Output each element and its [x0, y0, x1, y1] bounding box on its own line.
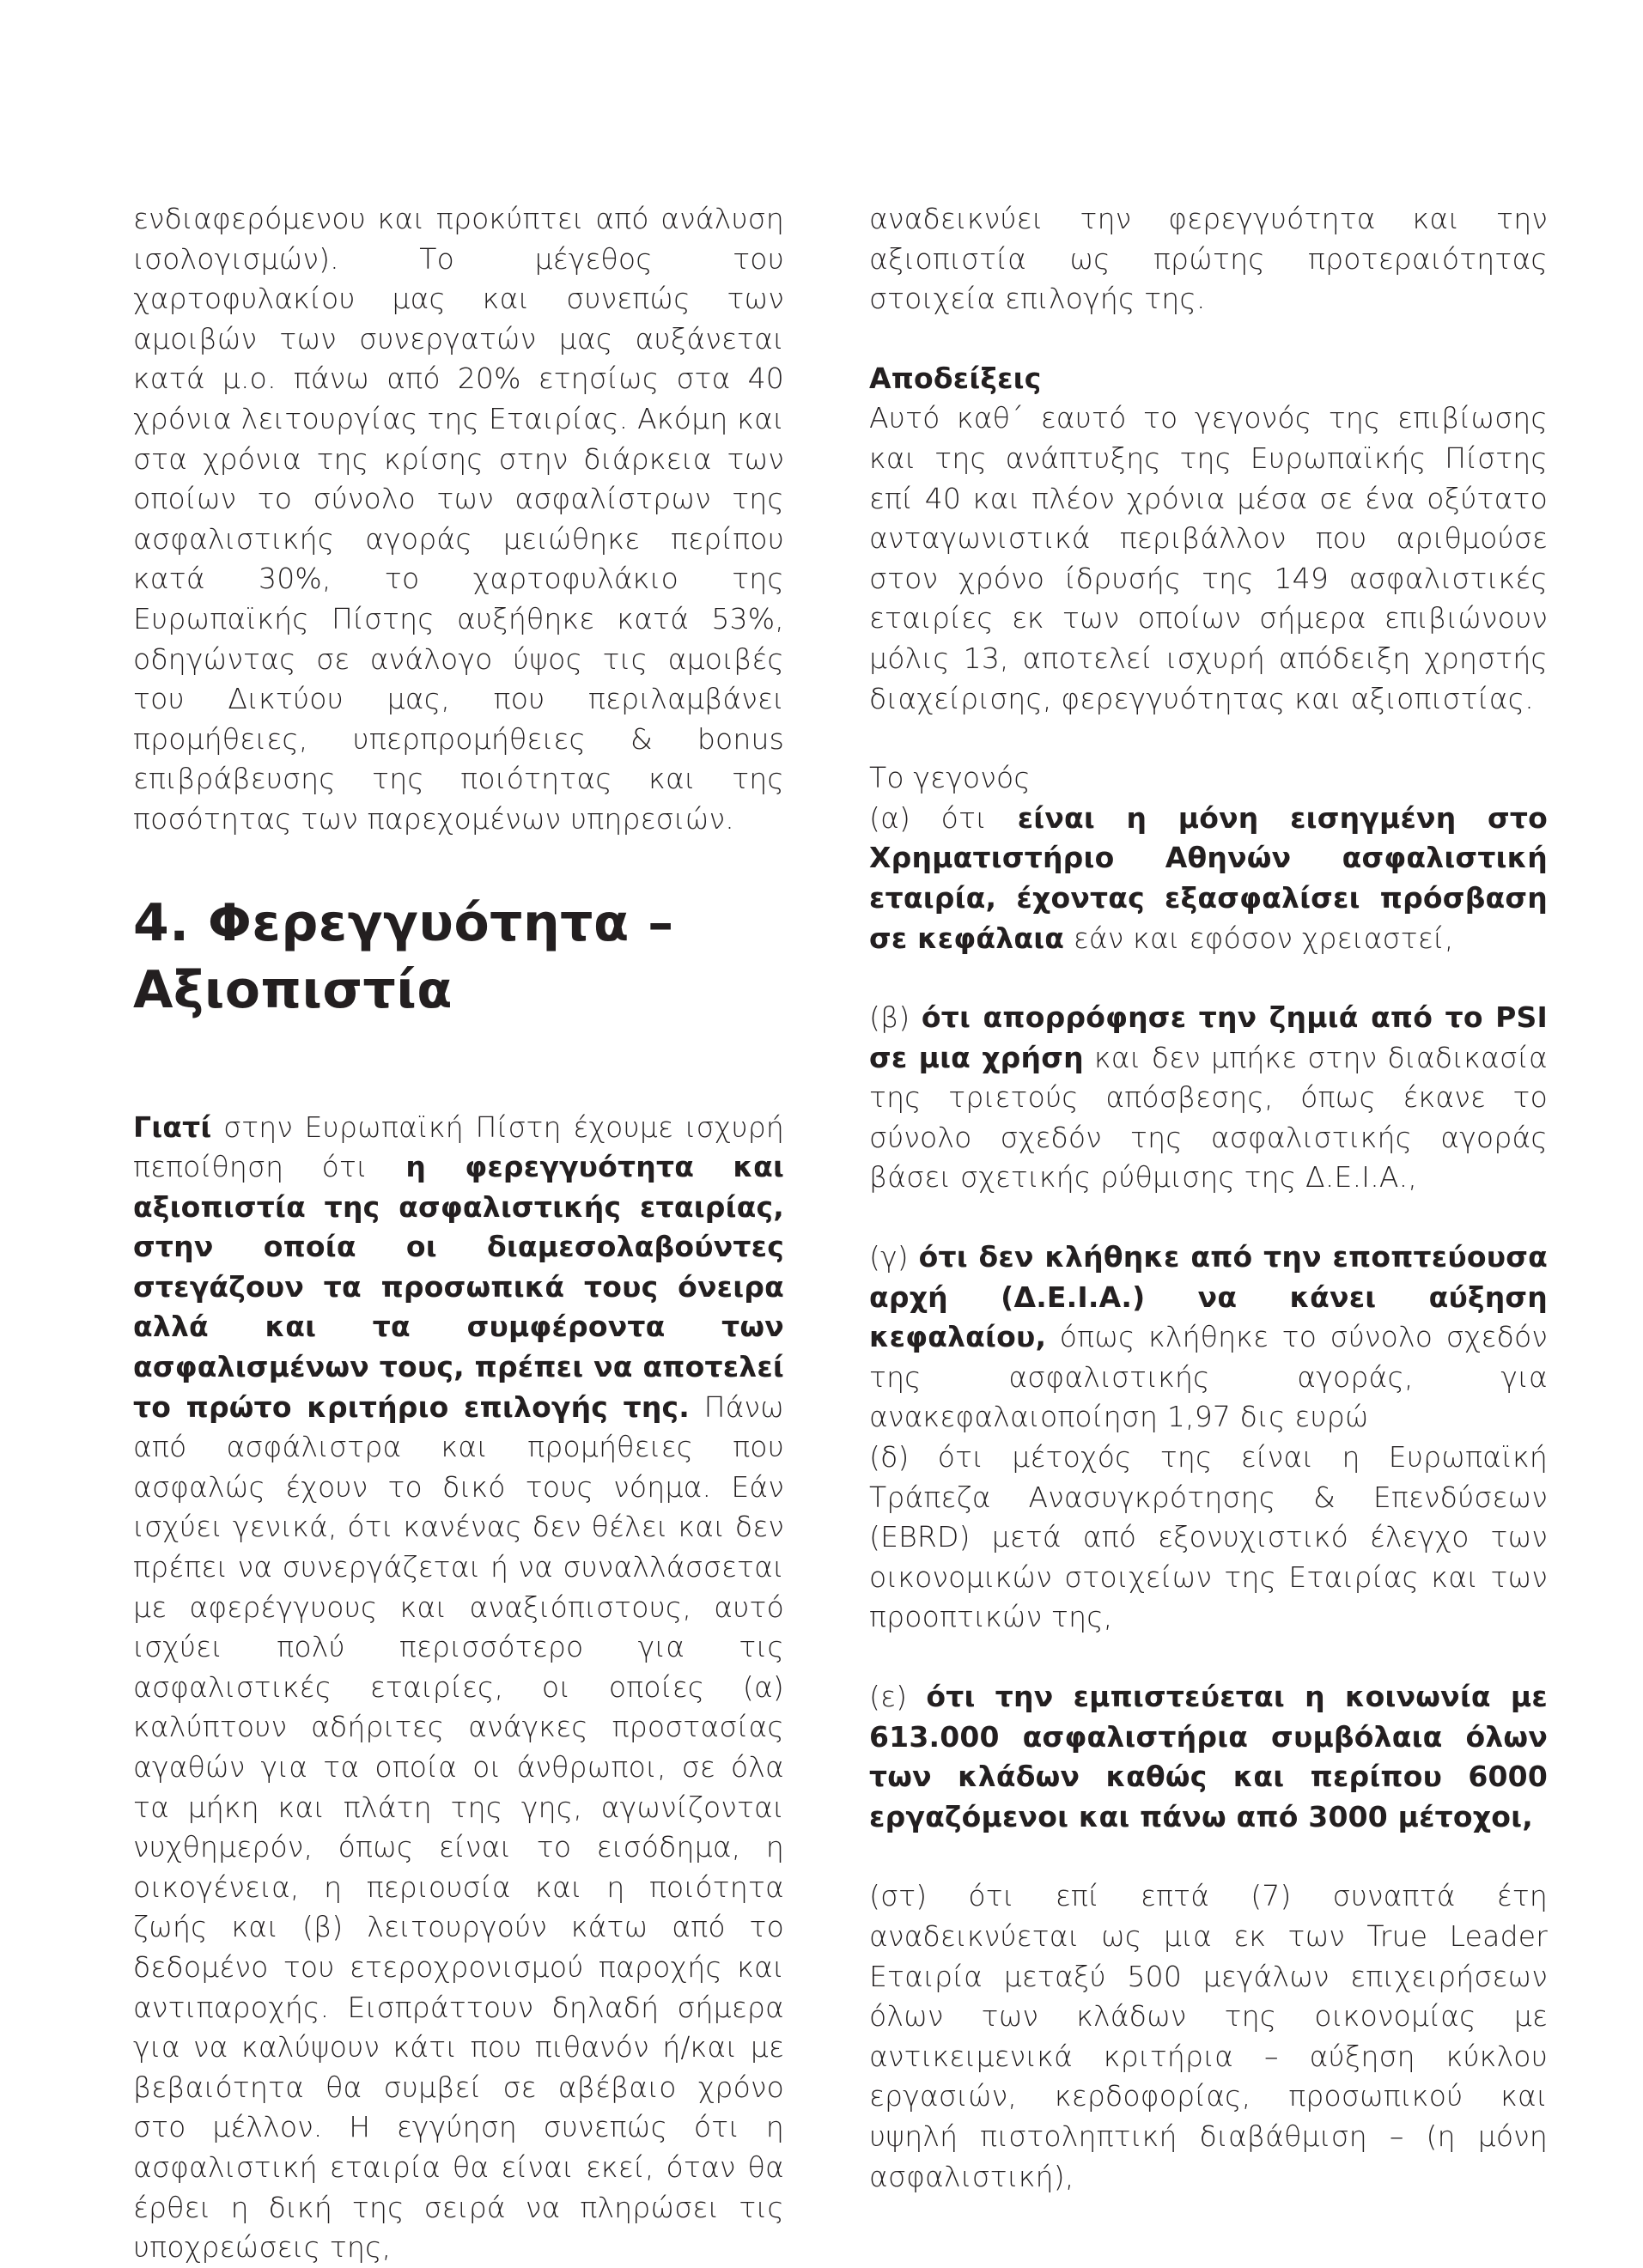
- fact-e-bold: ότι την εμπιστεύεται η κοινωνία με 613.000 ασφαλιστήρια συμβόλαια όλων των κλάδων καθώς και περίπου 6000 εργαζόμενοι και πάνω από 3000 μέτοχοι,: [869, 1680, 1548, 1833]
- left-paragraph-2-text-2: Πάνω από ασφάλιστρα και προμήθειες που ασφαλώς έχουν το δικό τους νόημα. Εάν ισχύει γενικά, ότι κανένας δεν θέλει και δεν πρέπει να συνεργάζεται ή να συναλλάσσεται με αφερέγγυους και αναξιόπιστους, αυτό ισχύει πολύ περισσότερο για τις ασφαλιστικές εταιρίες, οι οποίες (α) καλύπτουν αδήριτες ανάγκες προστασίας αγαθών για τα οποία οι άνθρωποι, σε όλα τα μήκη και πλάτη της γης, αγωνίζονται νυχθημερόν, όπως είναι το εισόδημα, η οικογένεια, η περιουσία και η ποιότητα ζωής και (β) λειτουργούν κάτω από το δεδομένο του ετεροχρονισμού παροχής και αντιπαροχής. Εισπράττουν δηλαδή σήμερα για να καλύψουν κάτι που πιθανόν ή/και με βεβαιότητα θα συμβεί σε αβέβαιο χρόνο στο μέλλον. Η εγγύηση συνεπώς ότι η ασφαλιστική εταιρία θα είναι εκεί, όταν θα έρθει η δική της σειρά να πληρώσει τις υποχρεώσεις της,: [133, 1389, 784, 2265]
- left-paragraph-2-text-1: στην Ευρωπαϊκή Πίστη έχουμε ισχυρή πεποίθηση ότι: [133, 1110, 784, 1184]
- fact-a-bold: είναι η μόνη εισηγμένη στο Χρηματιστήριο Αθηνών ασφαλιστική εταιρία, έχοντας εξασφαλίσει πρόσβαση σε κεφάλαια: [869, 800, 1549, 955]
- fact-g: [869, 1237, 1548, 1438]
- fact-g-bold: ότι δεν κλήθηκε από την εποπτεύουσα αρχή (Δ.Ε.Ι.Α.) να κάνει αύξηση κεφαλαίου,: [869, 1240, 1548, 1354]
- section-heading-line-2: Αξιοπιστία: [133, 959, 453, 1020]
- fact-b-text-1: (β): [869, 1000, 922, 1035]
- why-bold: Γιατί: [133, 1110, 212, 1144]
- left-column: [133, 199, 784, 2268]
- proofs-paragraph: Αυτό καθ΄ εαυτό το γεγονός της επιβίωσης και της ανάπτυξης της Ευρωπαϊκής Πίστης επί 40 και πλέον χρόνια μέσα σε ένα οξύτατο ανταγωνιστικά περιβάλλον που αριθμούσε στον χρόνο ίδρυσής της 149 ασφαλιστικές εταιρίες εκ των οποίων σήμερα επιβιώνουν μόλις 13, αποτελεί ισχυρή απόδειξη χρηστής διαχείρισης, φερεγγυότητας και αξιοπιστίας.: [869, 401, 1548, 715]
- left-paragraph-1: ενδιαφερόμενου και προκύπτει από ανάλυση ισολογισμών). Το μέγεθος του χαρτοφυλακίου μας και συνεπώς των αμοιβών των συνεργατών μας αυξάνεται κατά μ.ο. πάνω από 20% ετησίως στα 40 χρόνια λειτουργίας της Εταιρίας. Ακόμη και στα χρόνια της κρίσης στην διάρκεια των οποίων το σύνολο των ασφαλίστρων της ασφαλιστικής αγοράς μειώθηκε περίπου κατά 30%, το χαρτοφυλάκιο της Ευρωπαϊκής Πίστης αυξήθηκε κατά 53%, οδηγώντας σε ανάλογο ύψος τις αμοιβές του Δικτύου μας, που περιλαμβάνει προμήθειες, υπερπρομήθειες & bonus επιβράβευσης της ποιότητας και της ποσότητας των παρεχομένων υπηρεσιών.: [133, 202, 784, 836]
- fact-a: [869, 799, 1548, 958]
- fact-e: [869, 1677, 1548, 1837]
- right-column: [869, 199, 1548, 2197]
- fact-b-bold: ότι απορρόφησε την ζημιά από το PSI σε μια χρήση: [869, 1000, 1548, 1074]
- proofs-subheading: Αποδείξεις: [869, 361, 1042, 395]
- section-heading: [133, 890, 784, 1024]
- fact-g-text-2: όπως κλήθηκε το σύνολο σχεδόν της ασφαλιστικής αγοράς, για ανακεφαλαιοποίηση 1,97 δις ευρώ: [869, 1320, 1548, 1434]
- reliability-claim-bold: η φερεγγυότητα και αξιοπιστία της ασφαλιστικής εταιρίας, στην οποία οι διαμεσολαβούντες στεγάζουν τα προσωπικά τους όνειρα αλλά και τα συμφέροντα των ασφαλισμένων τους, πρέπει να αποτελεί το πρώτο κριτήριο επιλογής της.: [133, 1150, 785, 1424]
- fact-intro: Το γεγονός: [869, 761, 1031, 795]
- fact-e-text-1: (ε): [869, 1680, 927, 1713]
- fact-b: [869, 998, 1548, 1198]
- fact-st: (στ) ότι επί επτά (7) συναπτά έτη αναδεικνύεται ως μια εκ των True Leader Εταιρία μεταξύ 500 μεγάλων επιχειρήσεων όλων των κλάδων της οικονομίας με αντικειμενικά κριτήρια – αύξηση κύκλου εργασιών, κερδοφορίας, προσωπικού και υψηλή πιστοληπτική διαβάθμιση – (η μόνη ασφαλιστική),: [869, 1879, 1548, 2193]
- fact-a-text-2: εάν και εφόσον χρειαστεί,: [1064, 921, 1454, 955]
- fact-g-text-1: (γ): [869, 1240, 919, 1274]
- fact-a-text-1: (α) ότι: [869, 800, 1018, 835]
- section-heading-line-1: 4. Φερεγγυότητα –: [133, 892, 674, 953]
- fact-b-text-2: και δεν μπήκε στην διαδικασία της τριετούς απόσβεσης, όπως έκανε το σύνολο σχεδόν της ασφαλιστικής αγοράς βάσει σχετικής ρύθμισης της Δ.Ε.Ι.Α.,: [869, 1040, 1548, 1195]
- right-paragraph-1: αναδεικνύει την φερεγγυότητα και την αξιοπιστία ως πρώτης προτεραιότητας στοιχεία επιλογής της.: [869, 202, 1548, 316]
- fact-d: (δ) ότι μέτοχός της είναι η Ευρωπαϊκή Τράπεζα Ανασυγκρότησης & Επενδύσεων (EBRD) μετά από εξονυχιστικό έλεγχο των οικονομικών στοιχείων της Εταιρίας και των προοπτικών της,: [869, 1440, 1548, 1634]
- left-paragraph-2: [133, 1108, 784, 2268]
